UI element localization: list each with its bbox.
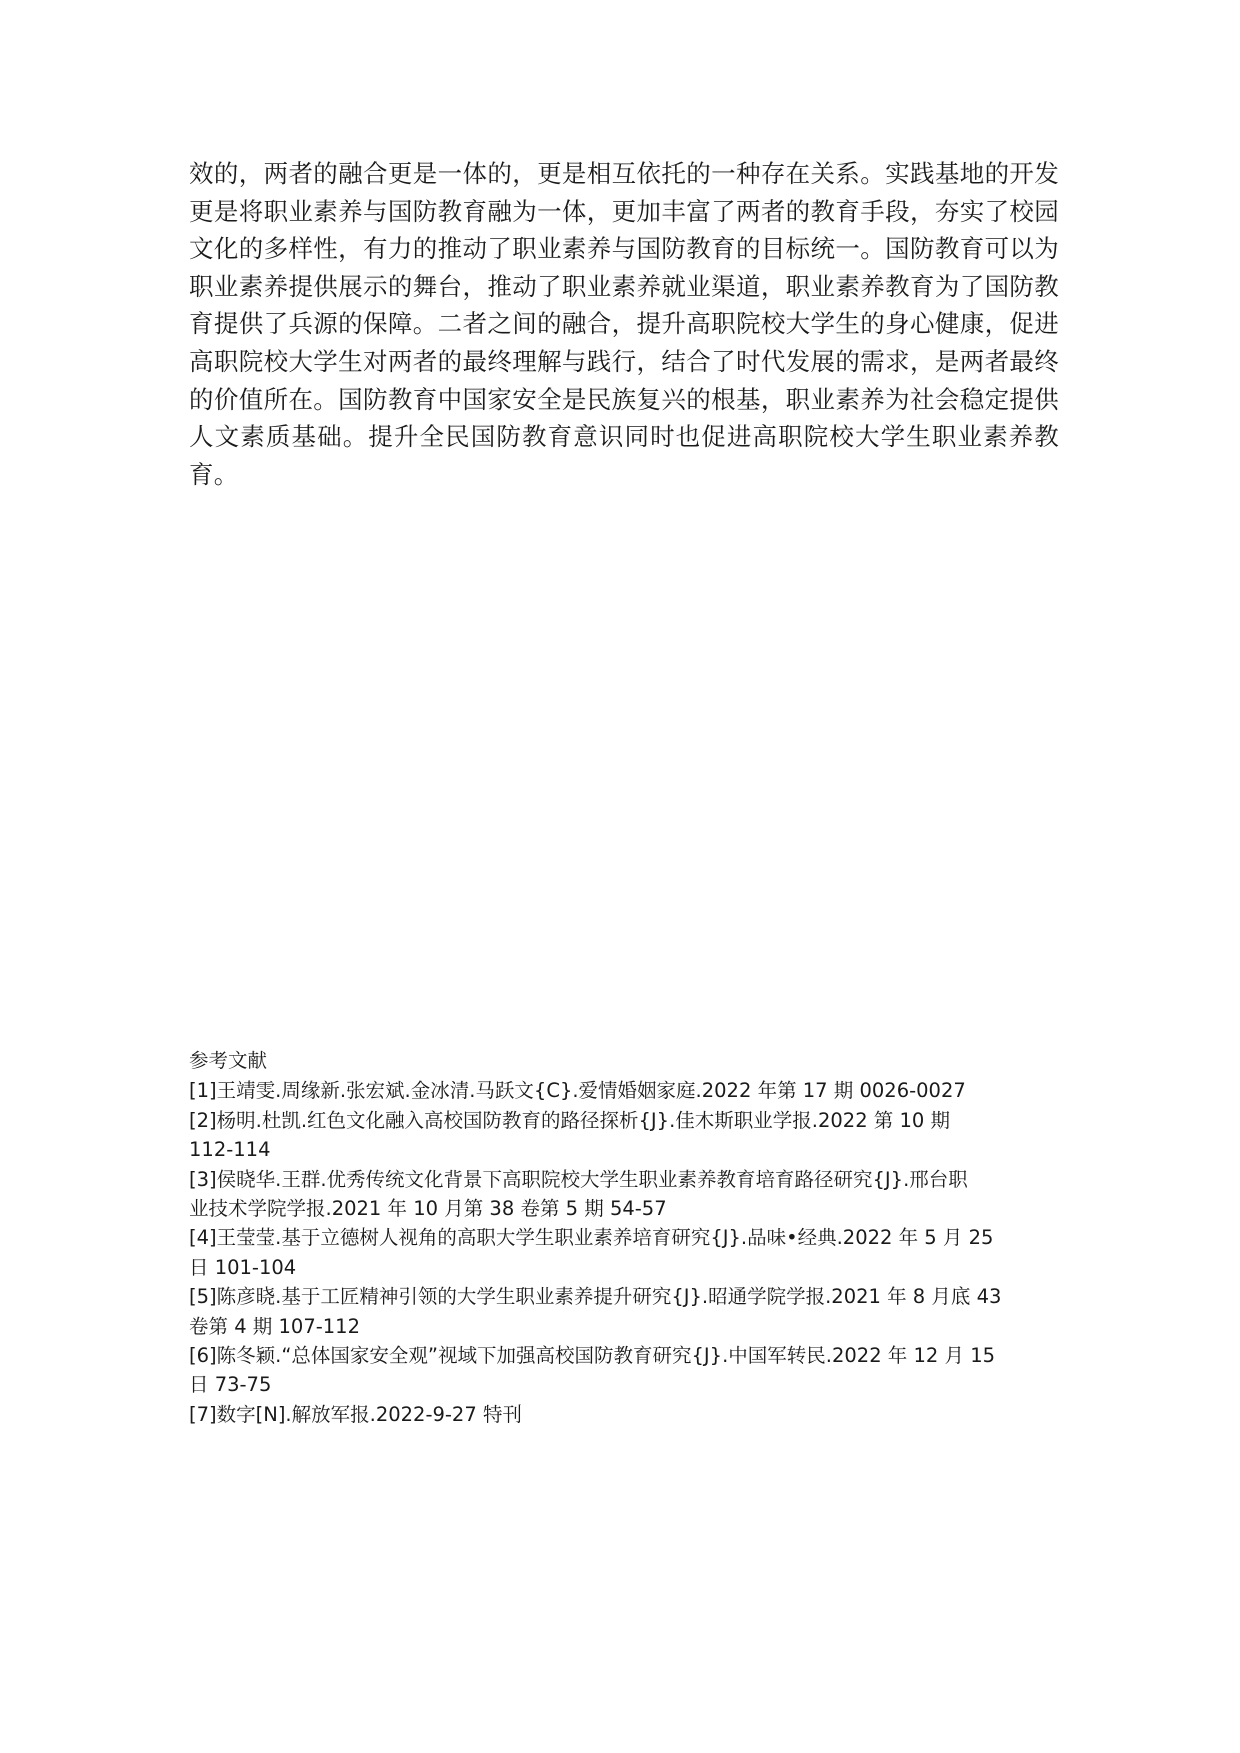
- reference-line: [5]陈彦晓.基于工匠精神引领的大学生职业素养提升研究{J}.昭通学院学报.2021 年 8 月底 43: [189, 1285, 1002, 1309]
- paragraph-line: 文化的多样性，有力的推动了职业素养与国防教育的目标统一。国防教育可以为: [189, 234, 1059, 264]
- paragraph-line: 职业素养提供展示的舞台，推动了职业素养就业渠道，职业素养教育为了国防教: [189, 271, 1059, 301]
- references-heading: 参考文献: [189, 1049, 268, 1072]
- reference-line: 日 73-75: [189, 1373, 272, 1397]
- reference-line: [2]杨明.杜凯.红色文化融入高校国防教育的路径探析{J}.佳木斯职业学报.2022 第 10 期: [189, 1108, 951, 1132]
- paragraph-line: 育。: [189, 459, 239, 489]
- reference-line: [1]王靖雯.周缘新.张宏斌.金冰清.马跃文{C}.爱情婚姻家庭.2022 年第 17 期 0026-0027: [189, 1079, 966, 1103]
- reference-line: 日 101-104: [189, 1255, 297, 1279]
- reference-line: [3]侯晓华.王群.优秀传统文化背景下高职院校大学生职业素养教育培育路径研究{J}.邢台职: [189, 1167, 968, 1191]
- reference-line: 112-114: [189, 1138, 271, 1162]
- reference-line: 卷第 4 期 107-112: [189, 1314, 360, 1338]
- reference-line: [7]数字[N].解放军报.2022-9-27 特刊: [189, 1402, 522, 1426]
- paragraph-line: 人文素质基础。提升全民国防教育意识同时也促进高职院校大学生职业素养教: [189, 422, 1059, 452]
- reference-line: 业技术学院学报.2021 年 10 月第 38 卷第 5 期 54-57: [189, 1197, 667, 1221]
- body-paragraph: [189, 155, 1059, 493]
- references-section: [189, 1046, 1059, 1429]
- paragraph-line: 高职院校大学生对两者的最终理解与践行，结合了时代发展的需求，是两者最终: [189, 346, 1059, 376]
- paragraph-line: 的价值所在。国防教育中国家安全是民族复兴的根基，职业素养为社会稳定提供: [189, 384, 1059, 414]
- paragraph-line: 育提供了兵源的保障。二者之间的融合，提升高职院校大学生的身心健康，促进: [189, 309, 1059, 339]
- paragraph-line: 更是将职业素养与国防教育融为一体，更加丰富了两者的教育手段，夯实了校园: [189, 196, 1059, 226]
- paragraph-line: 效的，两者的融合更是一体的，更是相互依托的一种存在关系。实践基地的开发: [189, 159, 1059, 188]
- reference-line: [6]陈冬颖.“总体国家安全观”视域下加强高校国防教育研究{J}.中国军转民.2022 年 12 月 15: [189, 1344, 996, 1368]
- reference-line: [4]王莹莹.基于立德树人视角的高职大学生职业素养培育研究{J}.品味•经典.2022 年 5 月 25: [189, 1226, 994, 1250]
